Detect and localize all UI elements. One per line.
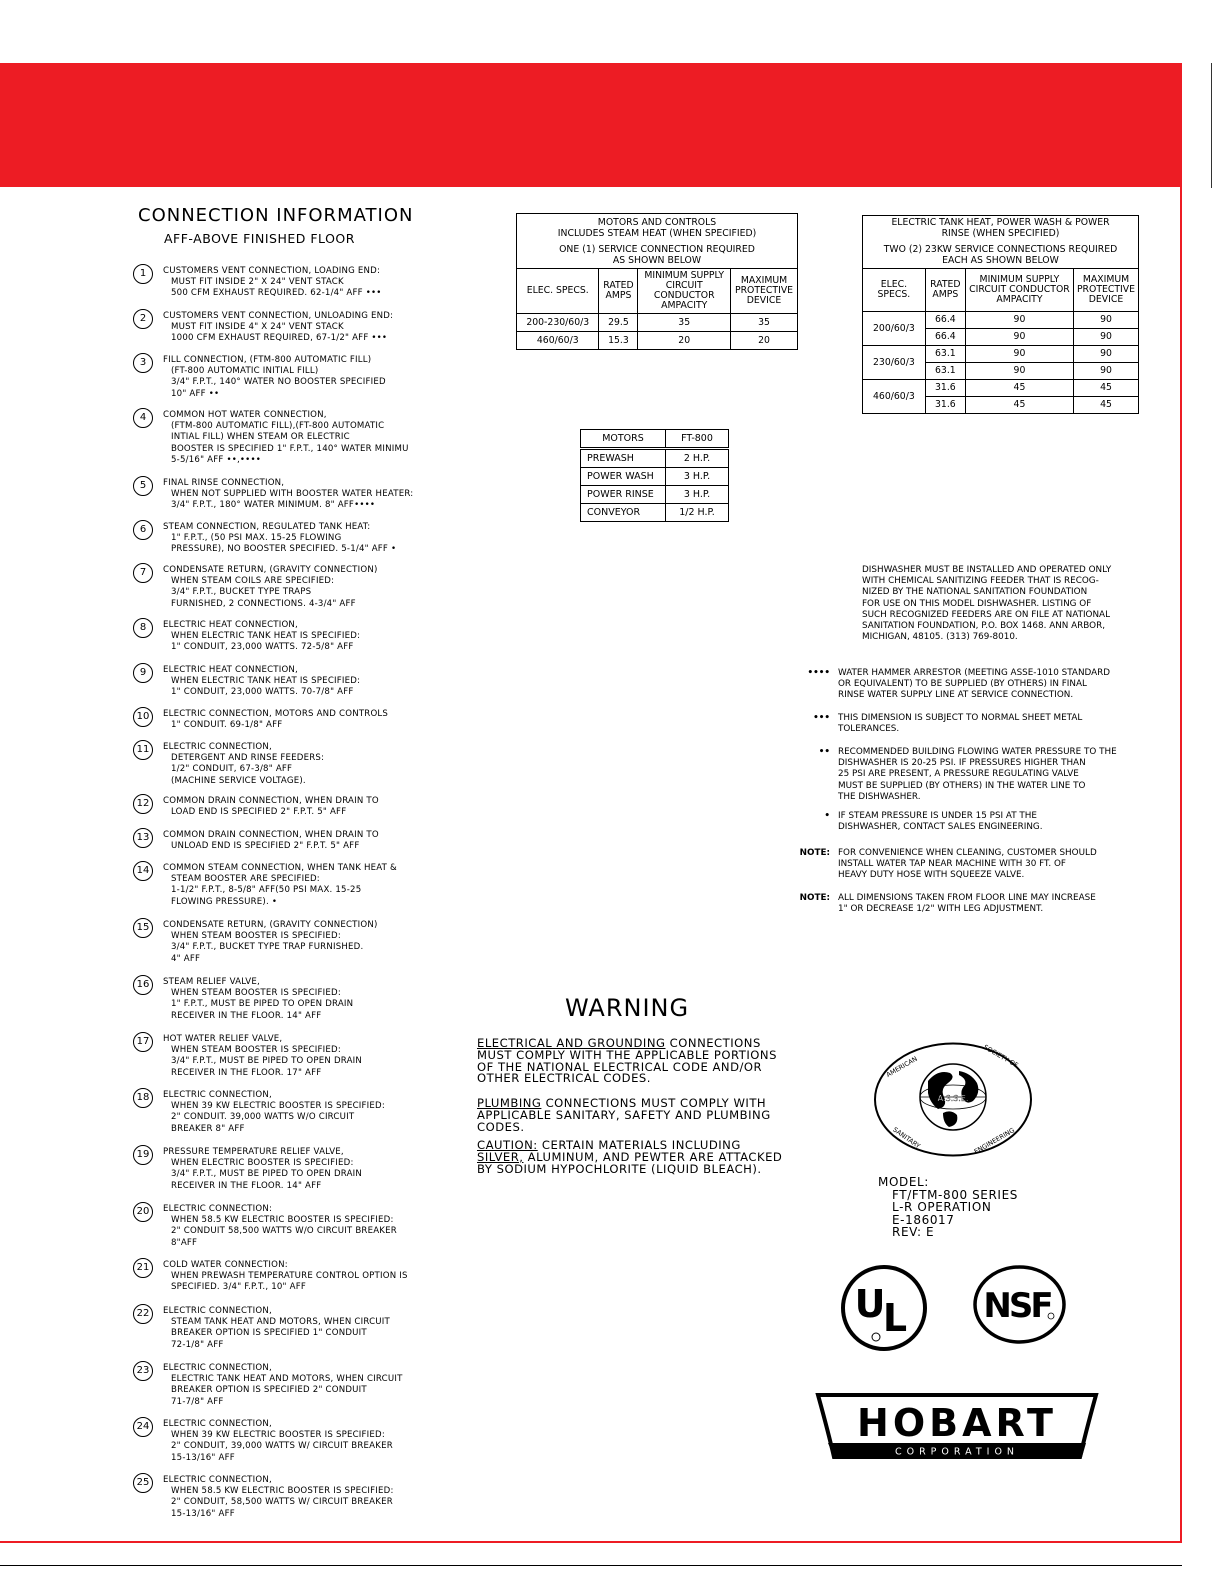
connection-text-line: WHEN STEAM BOOSTER IS SPECIFIED: (171, 931, 341, 942)
connection-text-line: 3/4" F.P.T., BUCKET TYPE TRAP FURNISHED. (171, 942, 364, 953)
connection-text-line: WHEN ELECTRIC TANK HEAT IS SPECIFIED: (171, 631, 361, 642)
connection-text-line: BREAKER 8" AFF (171, 1123, 245, 1134)
asse-logo (873, 1041, 1033, 1158)
warning-plumbing: PLUMBING CONNECTIONS MUST COMPLY WITH APPLICABLE SANITARY, SAFETY AND PLUMBING CODES. (477, 1096, 771, 1134)
table-cell: 63.1 (925, 346, 965, 363)
connection-text-line: STEAM BOOSTER ARE SPECIFIED: (171, 874, 320, 885)
table-cell: POWER WASH (581, 468, 666, 486)
connection-text-line: COMMON DRAIN CONNECTION, WHEN DRAIN TO (163, 830, 379, 840)
connection-number-badge: 21 (133, 1258, 153, 1278)
connection-text-line: 1" CONDUIT, 23,000 WATTS. 70-7/8" AFF (171, 687, 354, 698)
connection-text-line: 3/4" F.P.T., BUCKET TYPE TRAPS (171, 587, 312, 598)
connection-number-badge: 5 (133, 476, 153, 496)
connection-text-line: 71-7/8" AFF (171, 1396, 224, 1407)
header-rated-amps: RATED AMPS (599, 269, 638, 314)
connection-number-badge: 3 (133, 353, 153, 373)
connection-text-line: 500 CFM EXHAUST REQUIRED. 62-1/4" AFF ••• (171, 288, 382, 299)
connection-number-badge: 14 (133, 861, 153, 881)
connection-number-badge: 2 (133, 309, 153, 329)
connection-text-line: 1" F.P.T., MUST BE PIPED TO OPEN DRAIN (171, 999, 354, 1010)
sanitation-note: DISHWASHER MUST BE INSTALLED AND OPERATED ONLY WITH CHEMICAL SANITIZING FEEDER THAT IS RECOG- NIZED BY THE NATIONAL SANITATION FOUNDATION FOR USE ON THIS MODEL DISHWASHER. LISTING OF SUCH RECOGNIZED FEEDERS ARE ON FILE AT NATIONAL SANITATION FOUNDATION, P.O. BOX 1468. ANN ARBOR, MICHIGAN, 48105. (313) 769-8010. (862, 565, 1112, 643)
connection-number-badge: 23 (133, 1361, 153, 1381)
table-cell: 45 (965, 380, 1073, 397)
connection-text-line: DETERGENT AND RINSE FEEDERS: (171, 753, 325, 764)
connection-text-line: PRESSURE TEMPERATURE RELIEF VALVE, (163, 1147, 344, 1157)
connection-text-line: WHEN 39 KW ELECTRIC BOOSTER IS SPECIFIED: (171, 1101, 385, 1112)
table-cell: 63.1 (925, 363, 965, 380)
connection-text-line: (FT-800 AUTOMATIC INITIAL FILL) (171, 366, 319, 377)
legend-text-line: MUST BE SUPPLIED (BY OTHERS) IN THE WATER LINE TO (838, 780, 1086, 791)
connection-text-line: 1" F.P.T., (50 PSI MAX. 15-25 FLOWING (171, 533, 342, 544)
connection-text-line: WHEN ELECTRIC BOOSTER IS SPECIFIED: (171, 1158, 354, 1169)
connection-text-line: FINAL RINSE CONNECTION, (163, 478, 285, 488)
table-cell: 90 (965, 346, 1073, 363)
motors-controls-table (516, 213, 798, 350)
connection-text-line: 1000 CFM EXHAUST REQUIRED, 67-1/2" AFF ••• (171, 333, 388, 344)
connection-text-line: HOT WATER RELIEF VALVE, (163, 1034, 283, 1044)
connection-text-line: 5-5/16" AFF ••,•••• (171, 454, 261, 465)
connection-text-line: 2" CONDUIT, 58,500 WATTS W/ CIRCUIT BREAKER (171, 1497, 393, 1508)
legend-text-line: TOLERANCES. (838, 724, 900, 735)
table-cell: 200-230/60/3 (517, 314, 599, 332)
connection-text-line: STEAM TANK HEAT AND MOTORS, WHEN CIRCUIT (171, 1317, 390, 1328)
ul-logo (841, 1265, 927, 1351)
connection-text-line: STEAM CONNECTION, REGULATED TANK HEAT: (163, 522, 371, 532)
table-cell: 29.5 (599, 314, 638, 332)
tank-heat-caption: ELECTRIC TANK HEAT, POWER WASH & POWER RINSE (WHEN SPECIFIED) TWO (2) 23KW SERVICE CONNECTIONS REQUIRED EACH AS SHOWN BELOW (863, 216, 1139, 269)
legend-symbol: NOTE: (799, 893, 830, 903)
table-cell: 90 (1074, 329, 1139, 346)
table-cell: 15.3 (599, 332, 638, 350)
legend-symbol: •• (818, 747, 830, 757)
connection-number-badge: 18 (133, 1088, 153, 1108)
model-label: MODEL: (878, 1175, 929, 1189)
header-max-device: MAXIMUM PROTECTIVE DEVICE (731, 269, 798, 314)
hobart-logo (814, 1391, 1100, 1461)
connection-number-badge: 17 (133, 1032, 153, 1052)
connection-text-line: FILL CONNECTION, (FTM-800 AUTOMATIC FILL) (163, 355, 372, 365)
connection-text-line: ELECTRIC CONNECTION, MOTORS AND CONTROLS (163, 709, 389, 719)
connection-number-badge: 11 (133, 740, 153, 760)
connection-number-badge: 19 (133, 1145, 153, 1165)
table-cell: 90 (1074, 312, 1139, 329)
connection-text-line: WHEN 58.5 KW ELECTRIC BOOSTER IS SPECIFIED: (171, 1486, 394, 1497)
connection-text-line: ELECTRIC TANK HEAT AND MOTORS, WHEN CIRCUIT (171, 1374, 403, 1385)
table-cell: POWER RINSE (581, 486, 666, 504)
connection-text-line: WHEN PREWASH TEMPERATURE CONTROL OPTION IS (171, 1271, 408, 1282)
asse-text-society: SOCIETY OF (982, 1043, 1020, 1070)
connection-text-line: ELECTRIC CONNECTION, (163, 1306, 272, 1316)
connection-text-line: 3/4" F.P.T., MUST BE PIPED TO OPEN DRAIN (171, 1056, 363, 1067)
connection-text-line: BOOSTER IS SPECIFIED 1" F.P.T., 140° WATER MINIMU (171, 443, 409, 454)
connection-text-line: 2" CONDUIT. 39,000 WATTS W/O CIRCUIT (171, 1112, 355, 1123)
header-min-supply: MINIMUM SUPPLY CIRCUIT CONDUCTOR AMPACITY (638, 269, 731, 314)
connection-text-line: 1/2" CONDUIT, 67-3/8" AFF (171, 764, 293, 775)
nsf-text: NSF (983, 1286, 1051, 1326)
connection-text-line: 2" CONDUIT, 39,000 WATTS W/ CIRCUIT BREAKER (171, 1441, 393, 1452)
connection-text-line: LOAD END IS SPECIFIED 2" F.P.T. 5" AFF (171, 807, 347, 818)
connection-text-line: RECEIVER IN THE FLOOR. 14" AFF (171, 1010, 322, 1021)
table-cell: 35 (731, 314, 798, 332)
connection-text-line: 1" CONDUIT, 23,000 WATTS. 72-5/8" AFF (171, 642, 354, 653)
connection-text-line: WHEN STEAM BOOSTER IS SPECIFIED: (171, 1045, 341, 1056)
connection-text-line: CUSTOMERS VENT CONNECTION, LOADING END: (163, 266, 381, 276)
connection-number-badge: 6 (133, 520, 153, 540)
header-elec-specs: ELEC. SPECS. (517, 269, 599, 314)
asse-text-sanitary: SANITARY (891, 1125, 922, 1151)
connection-text-line: ELECTRIC CONNECTION, (163, 1363, 272, 1373)
table-cell: 35 (638, 314, 731, 332)
connection-number-badge: 7 (133, 563, 153, 583)
connection-text-line: 4" AFF (171, 953, 201, 964)
header-rated-amps: RATED AMPS (925, 269, 965, 312)
connection-text-line: COMMON DRAIN CONNECTION, WHEN DRAIN TO (163, 796, 379, 806)
table-cell: 45 (965, 397, 1073, 414)
connection-text-line: 3/4" F.P.T., 180° WATER MINIMUM. 8" AFF•••• (171, 500, 376, 511)
table-cell: 200/60/3 (863, 312, 926, 346)
legend-symbol: • (824, 811, 830, 821)
connection-text-line: 3/4" F.P.T., 140° WATER NO BOOSTER SPECIFIED (171, 377, 386, 388)
tank-heat-table (862, 215, 1139, 414)
connection-number-badge: 10 (133, 707, 153, 727)
connection-text-line: 15-13/16" AFF (171, 1508, 235, 1519)
connection-text-line: WHEN STEAM COILS ARE SPECIFIED: (171, 576, 335, 587)
model-revision: REV: E (892, 1225, 935, 1239)
legend-text-line: HEAVY DUTY HOSE WITH SQUEEZE VALVE. (838, 870, 1025, 881)
ft800-header: FT-800 (666, 430, 729, 449)
connection-text-line: ELECTRIC CONNECTION, (163, 1090, 272, 1100)
legend-text-line: WATER HAMMER ARRESTOR (MEETING ASSE-1010 STANDARD (838, 668, 1111, 678)
hobart-corporation-text: CORPORATION (894, 1446, 1020, 1458)
header-max-device: MAXIMUM PROTECTIVE DEVICE (1074, 269, 1139, 312)
connection-text-line: ELECTRIC CONNECTION, (163, 1419, 272, 1429)
ul-text-l: L (882, 1296, 908, 1340)
table-cell: CONVEYOR (581, 504, 666, 522)
model-info (878, 1176, 1018, 1239)
connection-number-badge: 8 (133, 618, 153, 638)
nsf-logo (973, 1265, 1066, 1344)
legend-text-line: INSTALL WATER TAP NEAR MACHINE WITH 30 FT. OF (838, 859, 1066, 870)
warning-title: WARNING (565, 994, 690, 1022)
connection-text-line: WHEN STEAM BOOSTER IS SPECIFIED: (171, 988, 341, 999)
connection-text-line: 10" AFF •• (171, 388, 220, 399)
legend-text-line: DISHWASHER, CONTACT SALES ENGINEERING. (838, 822, 1043, 833)
connection-text-line: MUST FIT INSIDE 4" X 24" VENT STACK (171, 322, 344, 333)
connection-text-line: RECEIVER IN THE FLOOR. 17" AFF (171, 1067, 322, 1078)
connection-text-line: FLOWING PRESSURE). • (171, 896, 278, 907)
table-cell: 31.6 (925, 397, 965, 414)
motors-controls-caption: MOTORS AND CONTROLS INCLUDES STEAM HEAT (WHEN SPECIFIED) ONE (1) SERVICE CONNECTION REQUIRED AS SHOWN BELOW (517, 214, 798, 269)
legend-text-line: ALL DIMENSIONS TAKEN FROM FLOOR LINE MAY INCREASE (838, 893, 1096, 903)
connection-number-badge: 20 (133, 1202, 153, 1222)
connection-text-line: 2" CONDUIT 58,500 WATTS W/O CIRCUIT BREAKER (171, 1226, 397, 1237)
table-cell: 3 H.P. (666, 486, 729, 504)
connection-text-line: COMMON HOT WATER CONNECTION, (163, 410, 327, 420)
connection-text-line: ELECTRIC CONNECTION, (163, 742, 272, 752)
connection-text-line: 72-1/8" AFF (171, 1339, 224, 1350)
motors-header: MOTORS (581, 430, 666, 449)
table-cell: 230/60/3 (863, 346, 926, 380)
connection-text-line: PRESSURE), NO BOOSTER SPECIFIED. 5-1/4" AFF • (171, 544, 397, 555)
connection-number-badge: 4 (133, 408, 153, 428)
connection-text-line: MUST FIT INSIDE 2" X 24" VENT STACK (171, 277, 344, 288)
frame-right-edge (1180, 187, 1182, 1542)
legend-text-line: DISHWASHER IS 20-25 PSI. IF PRESSURES HIGHER THAN (838, 758, 1086, 769)
legend-text-line: 1" OR DECREASE 1/2" WITH LEG ADJUSTMENT. (838, 904, 1044, 915)
table-cell: 90 (965, 329, 1073, 346)
connection-text-line: STEAM RELIEF VALVE, (163, 977, 260, 987)
connection-text-line: WHEN ELECTRIC TANK HEAT IS SPECIFIED: (171, 676, 361, 687)
connection-text-line: SPECIFIED. 3/4" F.P.T., 10" AFF (171, 1282, 306, 1293)
connection-text-line: (FTM-800 AUTOMATIC FILL),(FT-800 AUTOMATIC (171, 421, 385, 432)
motors-hp-table (580, 429, 729, 522)
connection-number-badge: 12 (133, 794, 153, 814)
header-min-supply: MINIMUM SUPPLY CIRCUIT CONDUCTOR AMPACITY (965, 269, 1073, 312)
table-cell: 31.6 (925, 380, 965, 397)
legend-symbol: •••• (807, 668, 830, 678)
ul-text-u: U (854, 1282, 886, 1326)
table-cell: 45 (1074, 380, 1139, 397)
table-cell: 460/60/3 (863, 380, 926, 414)
connection-title: CONNECTION INFORMATION (138, 205, 414, 226)
connection-number-badge: 1 (133, 264, 153, 284)
connection-text-line: RECEIVER IN THE FLOOR. 14" AFF (171, 1180, 322, 1191)
asse-center-text: A.S.S.E. (937, 1094, 969, 1103)
connection-number-badge: 15 (133, 918, 153, 938)
connection-text-line: WHEN 39 KW ELECTRIC BOOSTER IS SPECIFIED: (171, 1430, 385, 1441)
connection-text-line: 8"AFF (171, 1237, 198, 1248)
connection-text-line: UNLOAD END IS SPECIFIED 2" F.P.T. 5" AFF (171, 841, 360, 852)
asse-text-american: AMERICAN (884, 1054, 919, 1079)
connection-text-line: COLD WATER CONNECTION: (163, 1260, 288, 1270)
frame-bottom-edge (0, 1541, 1182, 1543)
connection-text-line: ELECTRIC CONNECTION, (163, 1475, 272, 1485)
connection-text-line: 1" CONDUIT. 69-1/8" AFF (171, 720, 283, 731)
legend-text-line: FOR CONVENIENCE WHEN CLEANING, CUSTOMER SHOULD (838, 848, 1097, 858)
legend-text-line: 25 PSI ARE PRESENT, A PRESSURE REGULATING VALVE (838, 769, 1079, 780)
legend-symbol: NOTE: (799, 848, 830, 858)
table-cell: 20 (638, 332, 731, 350)
connection-text-line: 15-13/16" AFF (171, 1452, 235, 1463)
connection-number-badge: 9 (133, 663, 153, 683)
model-number: E-186017 (892, 1212, 955, 1227)
connection-text-line: 1-1/2" F.P.T., 8-5/8" AFF(50 PSI MAX. 15-25 (171, 885, 362, 896)
table-cell: 45 (1074, 397, 1139, 414)
connection-number-badge: 16 (133, 975, 153, 995)
connection-text-line: INTIAL FILL) WHEN STEAM OR ELECTRIC (171, 432, 350, 443)
connection-text-line: WHEN 58.5 KW ELECTRIC BOOSTER IS SPECIFIED: (171, 1215, 394, 1226)
connection-text-line: ELECTRIC HEAT CONNECTION, (163, 620, 298, 630)
table-cell: 2 H.P. (666, 449, 729, 468)
connection-text-line: COMMON STEAM CONNECTION, WHEN TANK HEAT & (163, 863, 397, 873)
asse-text-engineering: ENGINEERING (972, 1126, 1016, 1156)
table-cell: 20 (731, 332, 798, 350)
connection-text-line: WHEN NOT SUPPLIED WITH BOOSTER WATER HEATER: (171, 489, 414, 500)
table-cell: 3 H.P. (666, 468, 729, 486)
connection-text-line: FURNISHED, 2 CONNECTIONS. 4-3/4" AFF (171, 598, 356, 609)
legend-text-line: RECOMMENDED BUILDING FLOWING WATER PRESSURE TO THE (838, 747, 1117, 757)
legend-text-line: THIS DIMENSION IS SUBJECT TO NORMAL SHEET METAL (838, 713, 1083, 723)
footer-rule (0, 1565, 1182, 1566)
connection-text-line: BREAKER OPTION IS SPECIFIED 2" CONDUIT (171, 1385, 367, 1396)
legend-text-line: RINSE WATER SUPPLY LINE AT SERVICE CONNECTION. (838, 690, 1074, 701)
connection-number-badge: 25 (133, 1473, 153, 1493)
crop-mark (1211, 63, 1212, 188)
warning-electrical: ELECTRICAL AND GROUNDING CONNECTIONS MUST COMPLY WITH THE APPLICABLE PORTIONS OF THE NATIONAL ELECTRICAL CODE AND/OR OTHER ELECTRICAL CODES. (477, 1036, 777, 1086)
connection-text-line: CONDENSATE RETURN, (GRAVITY CONNECTION) (163, 920, 378, 930)
table-cell: 460/60/3 (517, 332, 599, 350)
model-series: FT/FTM-800 SERIES (892, 1187, 1018, 1202)
connection-number-badge: 13 (133, 828, 153, 848)
table-cell: 1/2 H.P. (666, 504, 729, 522)
hobart-text: HOBART (857, 1401, 1057, 1445)
legend-symbol: ••• (813, 713, 830, 723)
connection-text-line: CUSTOMERS VENT CONNECTION, UNLOADING END: (163, 311, 394, 321)
table-cell: 90 (1074, 363, 1139, 380)
table-cell: 90 (965, 312, 1073, 329)
header-red-band (0, 63, 1182, 187)
table-cell: 66.4 (925, 312, 965, 329)
legend-text-line: THE DISHWASHER. (838, 791, 921, 802)
model-operation: L-R OPERATION (892, 1200, 992, 1214)
connection-text-line: ELECTRIC CONNECTION: (163, 1204, 273, 1214)
connection-text-line: (MACHINE SERVICE VOLTAGE). (171, 775, 306, 786)
legend-text-line: IF STEAM PRESSURE IS UNDER 15 PSI AT THE (838, 811, 1037, 821)
connection-text-line: CONDENSATE RETURN, (GRAVITY CONNECTION) (163, 565, 378, 575)
connection-text-line: 3/4" F.P.T., MUST BE PIPED TO OPEN DRAIN (171, 1169, 363, 1180)
table-cell: 90 (1074, 346, 1139, 363)
legend-text-line: OR EQUIVALENT) TO BE SUPPLIED (BY OTHERS) IN FINAL (838, 679, 1087, 690)
connection-subtitle: AFF-ABOVE FINISHED FLOOR (164, 231, 355, 246)
table-cell: 90 (965, 363, 1073, 380)
header-elec-specs: ELEC. SPECS. (863, 269, 926, 312)
connection-text-line: ELECTRIC HEAT CONNECTION, (163, 665, 298, 675)
table-cell: PREWASH (581, 449, 666, 468)
table-cell: 66.4 (925, 329, 965, 346)
warning-caution: CAUTION: CERTAIN MATERIALS INCLUDING SILVER, ALUMINUM, AND PEWTER ARE ATTACKED BY SODIUM HYPOCHLORITE (LIQUID BLEACH). (477, 1138, 783, 1176)
connection-text-line: BREAKER OPTION IS SPECIFIED 1" CONDUIT (171, 1328, 367, 1339)
connection-number-badge: 24 (133, 1417, 153, 1437)
connection-number-badge: 22 (133, 1304, 153, 1324)
